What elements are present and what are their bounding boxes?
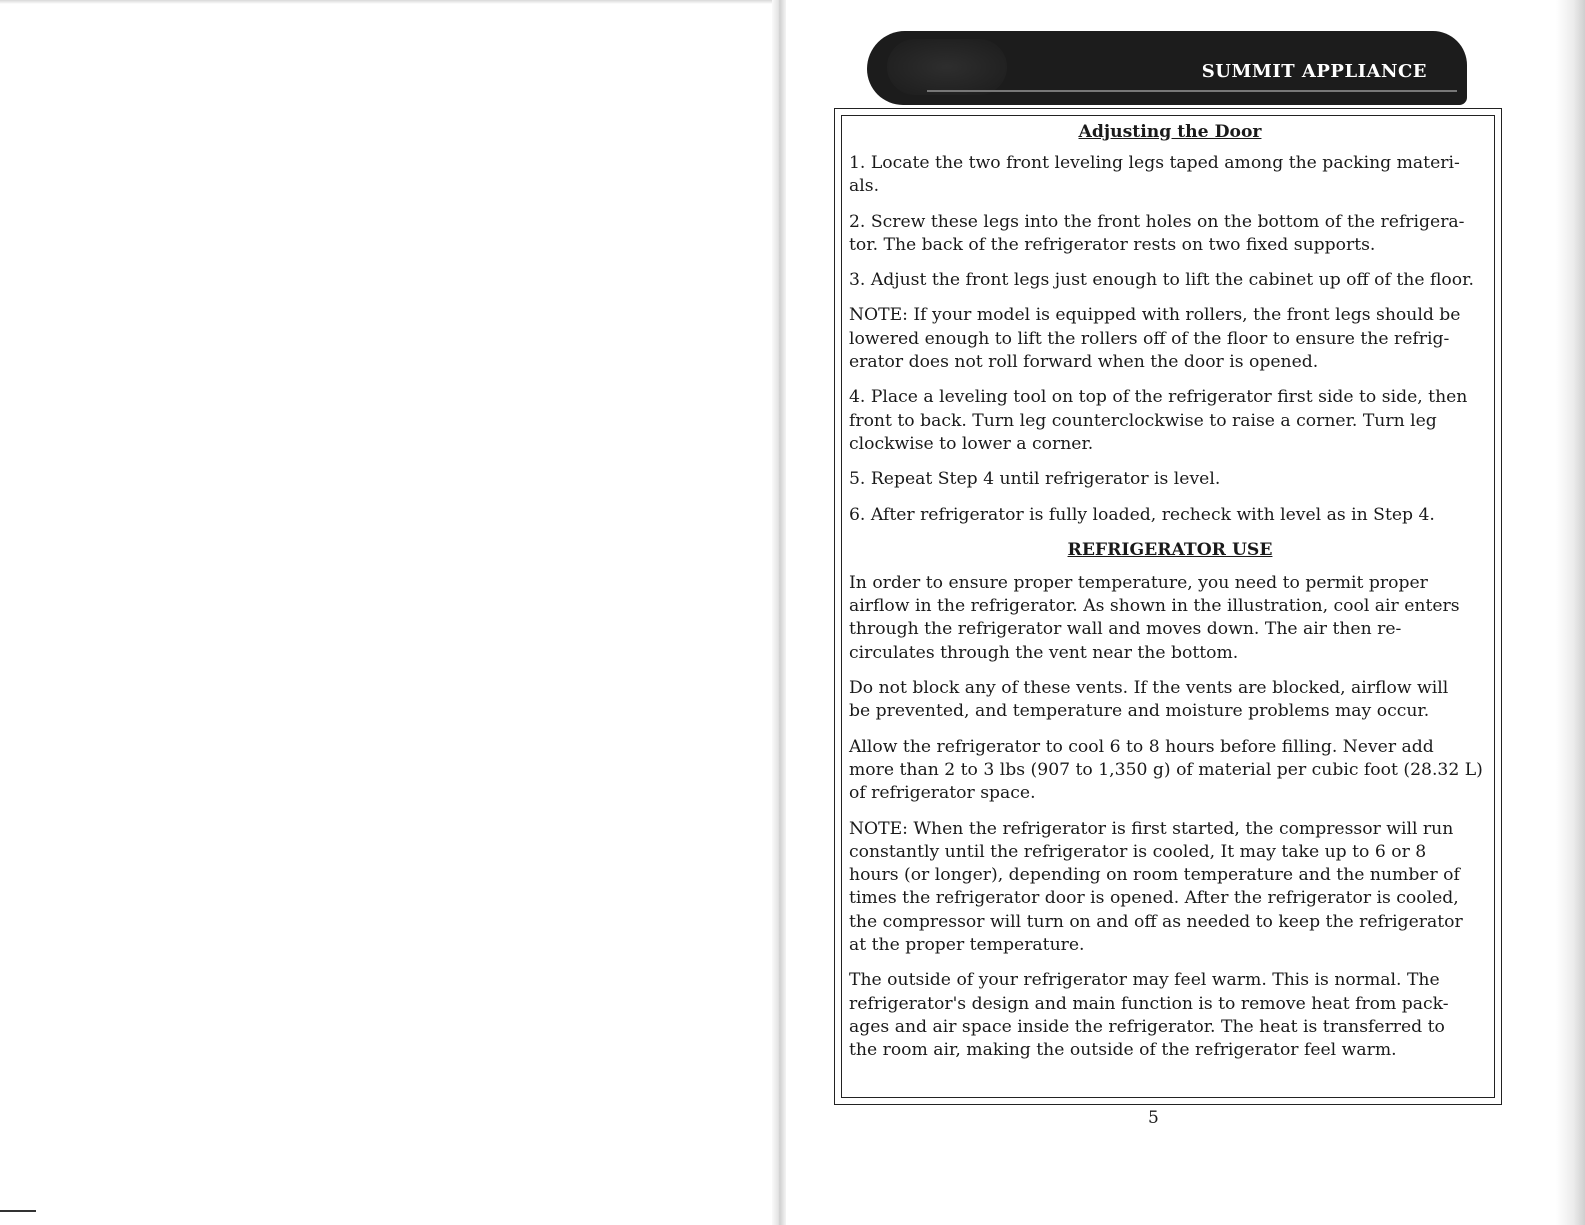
use-paragraph-warm-outside: The outside of your refrigerator may feel warm. This is normal. The refrigerator's design and main function is to remove heat from pack- ages and air space inside the refrigerator. The heat is transferred to the room air, making the outside of the refrigerator feel warm. [849,970,1449,1061]
use-paragraph-airflow: In order to ensure proper temperature, you need to permit proper airflow in the refrigerator. As shown in the illustration, cool air enters through the refrigerator wall and moves down. The air then re- circulates through the vent near the bottom. [849,572,1460,663]
blank-left-page [0,0,778,1225]
header-banner [867,31,1467,105]
step-4: 4. Place a leveling tool on top of the refrigerator first side to side, then front to back. Turn leg counterclockwise to raise a corner. Turn leg clockwise to lower a corner. [849,387,1468,454]
banner-rule [927,90,1457,92]
page-top-edge [0,0,785,4]
page-number: 5 [1148,1108,1159,1128]
section-heading-refrigerator-use: REFRIGERATOR USE [1067,539,1273,560]
note-rollers: NOTE: If your model is equipped with rollers, the front legs should be lowered enough to lift the rollers off of the floor to ensure the refrig- erator does not roll forward when the door is opened. [849,305,1461,373]
step-6: 6. After refrigerator is fully loaded, recheck with level as in Step 4. [849,504,1435,525]
use-paragraph-vents: Do not block any of these vents. If the vents are blocked, airflow will be prevented, and temperature and moisture problems may occur. [849,678,1449,722]
scan-mark [0,1210,36,1212]
section-heading-adjusting-door: Adjusting the Door [1078,122,1262,142]
step-1: 1. Locate the two front leveling legs taped among the packing materi- als. [849,153,1460,197]
page-right-edge [1556,0,1585,1225]
use-paragraph-compressor-note: NOTE: When the refrigerator is first started, the compressor will run constantly until the refrigerator is cooled, It may take up to 6 or 8 hours (or longer), depending on room temperature and the number of times the refrigerator door is opened. After the refrigerator is cooled, the compressor will turn on and off as needed to keep the refrigerator at the proper temperature. [849,818,1463,956]
page-content [849,121,1491,1075]
step-3: 3. Adjust the front legs just enough to lift the cabinet up off of the floor. [849,270,1474,291]
book-spine [772,0,786,1225]
step-2: 2. Screw these legs into the front holes on the bottom of the refrigera- tor. The back of the refrigerator rests on two fixed supports. [849,211,1465,255]
brand-title: SUMMIT APPLIANCE [1201,61,1427,82]
banner-gloss [887,39,1007,95]
step-5: 5. Repeat Step 4 until refrigerator is level. [849,469,1221,490]
use-paragraph-cooling: Allow the refrigerator to cool 6 to 8 hours before filling. Never add more than 2 to 3 lbs (907 to 1,350 g) of material per cubic foot (28.32 L) of refrigerator space. [849,736,1483,804]
